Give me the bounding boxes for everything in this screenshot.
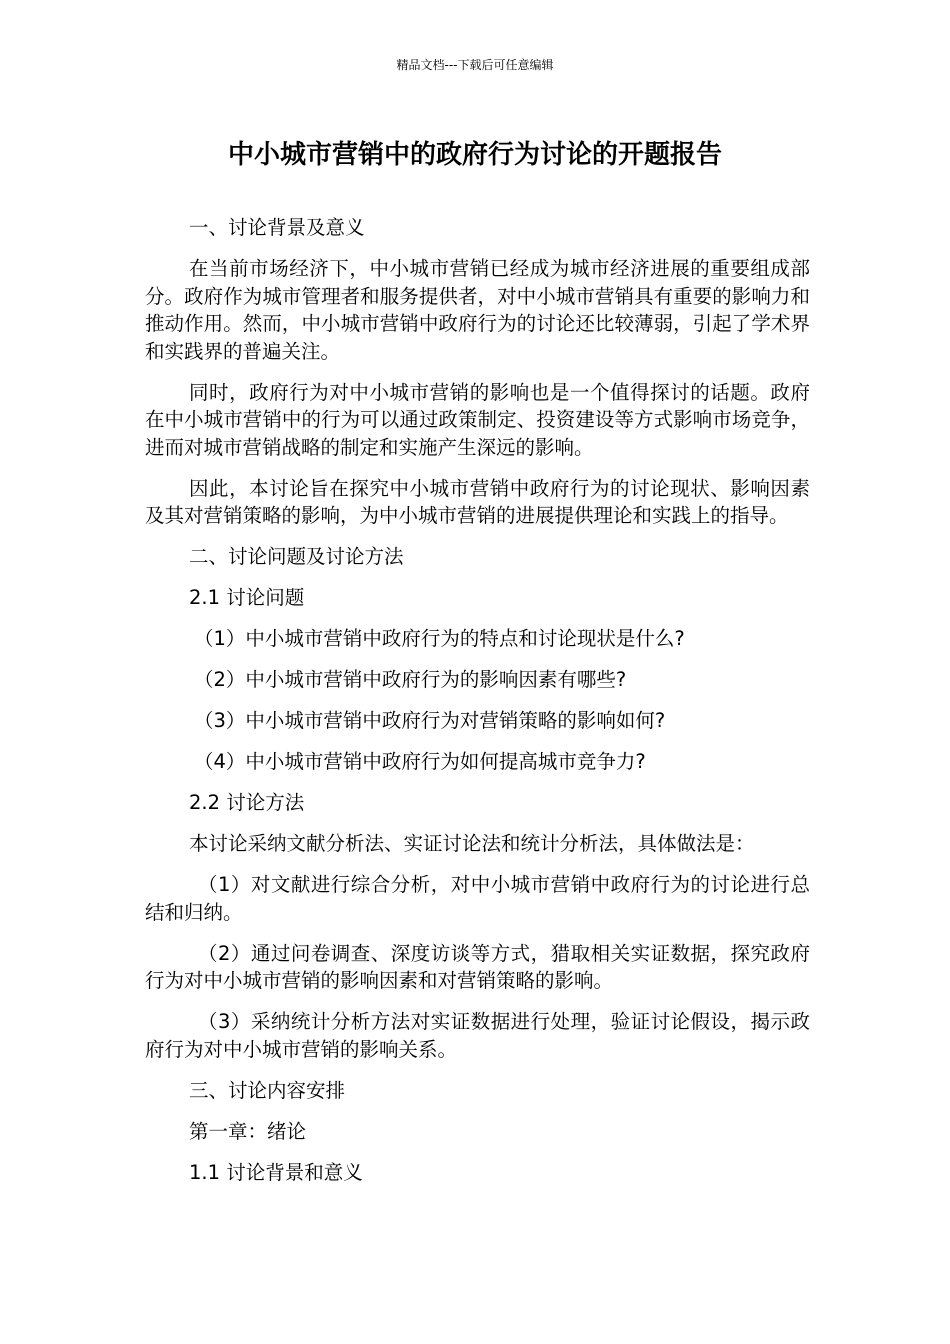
question-4: （4）中小城市营销中政府行为如何提高城市竞争力? [194,750,646,773]
method-1: （1）对文献进行综合分析，对中小城市营销中政府行为的讨论进行总结和归纳。 [145,873,810,924]
paragraph-2: 同时，政府行为对中小城市营销的影响也是一个值得探讨的话题。政府在中小城市营销中的行为可以通过政策制定、投资建设等方式影响市场竞争，进而对城市营销战略的制定和实施产生深远的影响。 [145,380,810,459]
section3-heading: 三、讨论内容安排 [189,1078,346,1102]
subsection-2-2-heading: 2.2 讨论方法 [189,791,305,814]
question-3: （3）中小城市营销中政府行为对营销策略的影响如何? [194,709,666,732]
subsection-2-1-heading: 2.1 讨论问题 [189,586,305,609]
header-note: 精品文档---下载后可任意编辑 [396,58,554,72]
subsection-1-1-heading: 1.1 讨论背景和意义 [189,1160,363,1184]
chapter-1-heading: 第一章：绪论 [189,1119,307,1143]
document-body [145,214,810,1200]
method-intro: 本讨论采纳文献分析法、实证讨论法和统计分析法，具体做法是： [189,832,755,855]
section1-heading: 一、讨论背景及意义 [189,216,365,239]
section2-heading: 二、讨论问题及讨论方法 [189,545,404,568]
question-2: （2）中小城市营销中政府行为的影响因素有哪些? [194,668,627,691]
paragraph-3: 因此，本讨论旨在探究中小城市营销中政府行为的讨论现状、影响因素及其对营销策略的影响，为中小城市营销的进展提供理论和实践上的指导。 [145,476,810,527]
method-3: （3）采纳统计分析方法对实证数据进行处理，验证讨论假设，揭示政府行为对中小城市营销的影响关系。 [145,1010,810,1061]
paragraph-1: 在当前市场经济下，中小城市营销已经成为城市经济进展的重要组成部分。政府作为城市管理者和服务提供者，对中小城市营销具有重要的影响力和推动作用。然而，中小城市营销中政府行为的讨论还比较薄弱，引起了学术界和实践界的普遍关注。 [145,257,810,363]
document-title: 中小城市营销中的政府行为讨论的开题报告 [227,140,722,170]
method-2: （2）通过问卷调查、深度访谈等方式，猎取相关实证数据，探究政府行为对中小城市营销的影响因素和对营销策略的影响。 [145,941,810,992]
question-1: （1）中小城市营销中政府行为的特点和讨论现状是什么? [194,627,685,650]
